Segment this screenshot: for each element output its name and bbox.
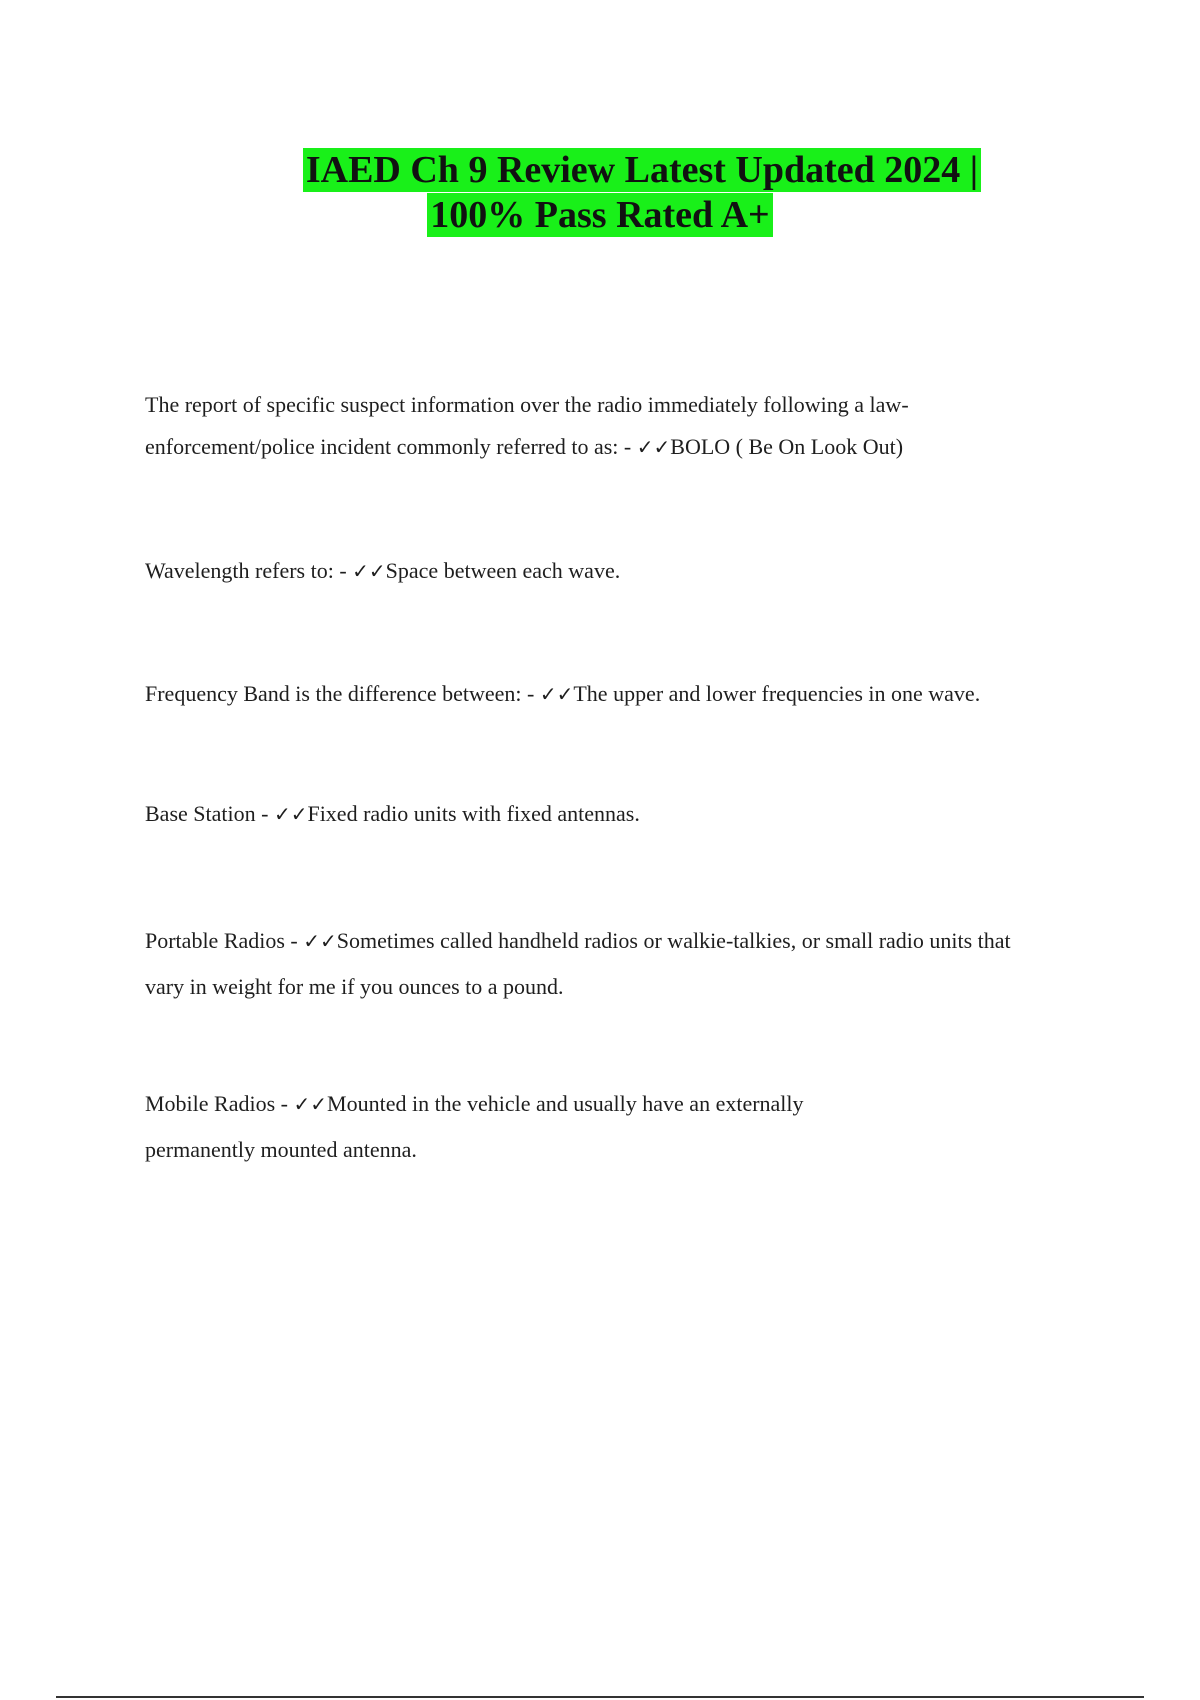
entry-term: Frequency Band is the difference between: - — [145, 681, 540, 706]
entry-portable-radios — [145, 918, 1025, 1010]
double-check-icon: ✓✓ — [352, 559, 386, 583]
double-check-icon: ✓✓ — [636, 435, 671, 459]
document-title — [0, 148, 1200, 238]
entry-mobile-radios — [145, 1081, 905, 1173]
entry-wavelength — [145, 550, 1045, 592]
double-check-icon: ✓✓ — [293, 1092, 328, 1116]
entry-answer: Sometimes called handheld radios or walkie-talkies, or small radio units that vary in weight for me if you ounces to a pound. — [145, 928, 1011, 999]
entry-answer: Space between each wave. — [385, 558, 621, 583]
entry-bolo — [145, 384, 1005, 468]
entry-term: Wavelength refers to: - — [145, 558, 353, 583]
entry-answer: Fixed radio units with fixed antennas. — [307, 801, 640, 826]
entry-answer: Mounted in the vehicle and usually have an externally permanently mounted antenna. — [145, 1091, 804, 1162]
entry-term: Base Station - — [145, 801, 274, 826]
entry-answer: The upper and lower frequencies in one wave. — [573, 681, 981, 706]
title-row-1 — [0, 148, 1200, 193]
title-row-2 — [0, 193, 1200, 238]
entry-term: The report of specific suspect information over the radio immediately following a law-enforcement/police incident commonly referred to as: - — [145, 392, 909, 459]
title-line-1: IAED Ch 9 Review Latest Updated 2024 | — [303, 148, 981, 192]
double-check-icon: ✓✓ — [273, 802, 308, 826]
entry-term: Mobile Radios - — [145, 1091, 294, 1116]
entry-term: Portable Radios - — [145, 928, 304, 953]
double-check-icon: ✓✓ — [303, 929, 337, 953]
entry-answer: BOLO ( Be On Look Out) — [670, 434, 904, 459]
entry-frequency-band — [145, 673, 1045, 715]
title-line-2: 100% Pass Rated A+ — [427, 193, 772, 237]
footer-divider — [56, 1696, 1144, 1698]
double-check-icon: ✓✓ — [539, 682, 574, 706]
entry-base-station — [145, 793, 1045, 835]
